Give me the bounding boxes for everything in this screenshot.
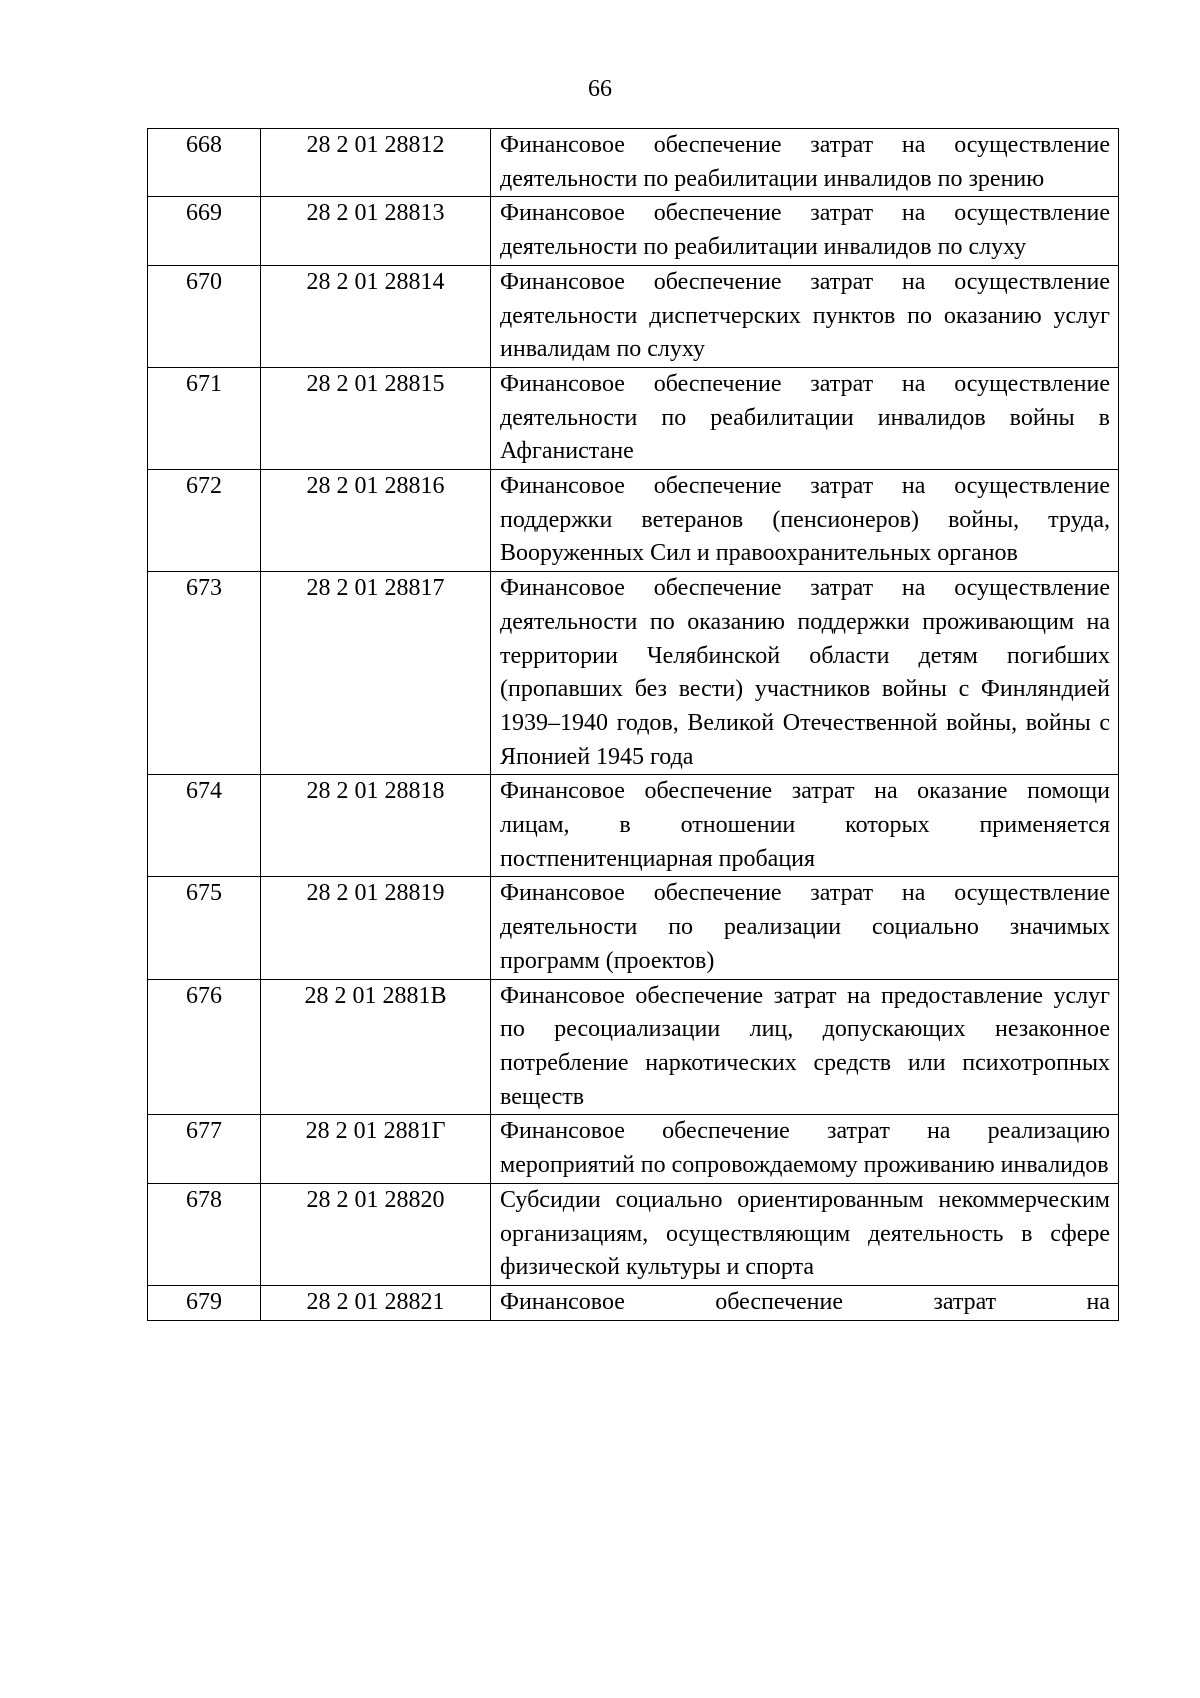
row-description: Финансовое обеспечение затрат на предоставление услуг по ресоциализации лиц, допускающих незаконное потребление наркотических средств или психотропных веществ: [491, 979, 1119, 1115]
page-number: 66: [588, 76, 612, 102]
row-number: 679: [148, 1285, 261, 1320]
row-number: 678: [148, 1183, 261, 1285]
row-number: 675: [148, 877, 261, 979]
table-row: [148, 129, 1119, 197]
budget-code: 28 2 01 28817: [261, 572, 491, 775]
row-description: Финансовое обеспечение затрат на реализацию мероприятий по сопровождаемому проживанию инвалидов: [491, 1115, 1119, 1183]
budget-code: 28 2 01 28816: [261, 470, 491, 572]
table-row: [148, 775, 1119, 877]
row-description: Финансовое обеспечение затрат на оказание помощи лицам, в отношении которых применяется постпенитенциарная пробация: [491, 775, 1119, 877]
row-description: Финансовое обеспечение затрат на осуществление деятельности по реабилитации инвалидов по слуху: [491, 197, 1119, 265]
budget-code: 28 2 01 28819: [261, 877, 491, 979]
row-description: Финансовое обеспечение затрат на осуществление деятельности диспетчерских пунктов по оказанию услуг инвалидам по слуху: [491, 265, 1119, 367]
budget-table: [147, 128, 1119, 1321]
budget-code: 28 2 01 28818: [261, 775, 491, 877]
table-row: [148, 979, 1119, 1115]
table-row: [148, 877, 1119, 979]
row-description: Финансовое обеспечение затрат на осуществление деятельности по реабилитации инвалидов по зрению: [491, 129, 1119, 197]
budget-code: 28 2 01 28812: [261, 129, 491, 197]
budget-code: 28 2 01 28814: [261, 265, 491, 367]
budget-code: 28 2 01 2881В: [261, 979, 491, 1115]
table-row: [148, 1285, 1119, 1320]
table-row: [148, 265, 1119, 367]
row-number: 676: [148, 979, 261, 1115]
table-row: [148, 1115, 1119, 1183]
row-number: 670: [148, 265, 261, 367]
row-number: 677: [148, 1115, 261, 1183]
budget-code: 28 2 01 28820: [261, 1183, 491, 1285]
row-description: Финансовое обеспечение затрат на осуществление деятельности по реализации социально значимых программ (проектов): [491, 877, 1119, 979]
table-row: [148, 572, 1119, 775]
table-row: [148, 197, 1119, 265]
budget-code: 28 2 01 28821: [261, 1285, 491, 1320]
row-number: 674: [148, 775, 261, 877]
row-description: Финансовое обеспечение затрат на осуществление деятельности по оказанию поддержки проживающим на территории Челябинской области детям погибших (пропавших без вести) участников войны с Финляндией 1939–1940 годов, Великой Отечественной войны, войны с Японией 1945 года: [491, 572, 1119, 775]
row-number: 669: [148, 197, 261, 265]
table-row: [148, 367, 1119, 469]
row-number: 673: [148, 572, 261, 775]
table-row: [148, 470, 1119, 572]
row-description: Субсидии социально ориентированным некоммерческим организациям, осуществляющим деятельность в сфере физической культуры и спорта: [491, 1183, 1119, 1285]
row-number: 672: [148, 470, 261, 572]
row-description: Финансовое обеспечение затрат на осуществление поддержки ветеранов (пенсионеров) войны, труда, Вооруженных Сил и правоохранительных органов: [491, 470, 1119, 572]
table-row: [148, 1183, 1119, 1285]
budget-code: 28 2 01 28815: [261, 367, 491, 469]
row-description: Финансовое обеспечение затрат на осуществление деятельности по реабилитации инвалидов войны в Афганистане: [491, 367, 1119, 469]
budget-code: 28 2 01 2881Г: [261, 1115, 491, 1183]
row-description: Финансовое обеспечение затрат на: [491, 1285, 1119, 1320]
row-number: 668: [148, 129, 261, 197]
budget-code: 28 2 01 28813: [261, 197, 491, 265]
row-number: 671: [148, 367, 261, 469]
